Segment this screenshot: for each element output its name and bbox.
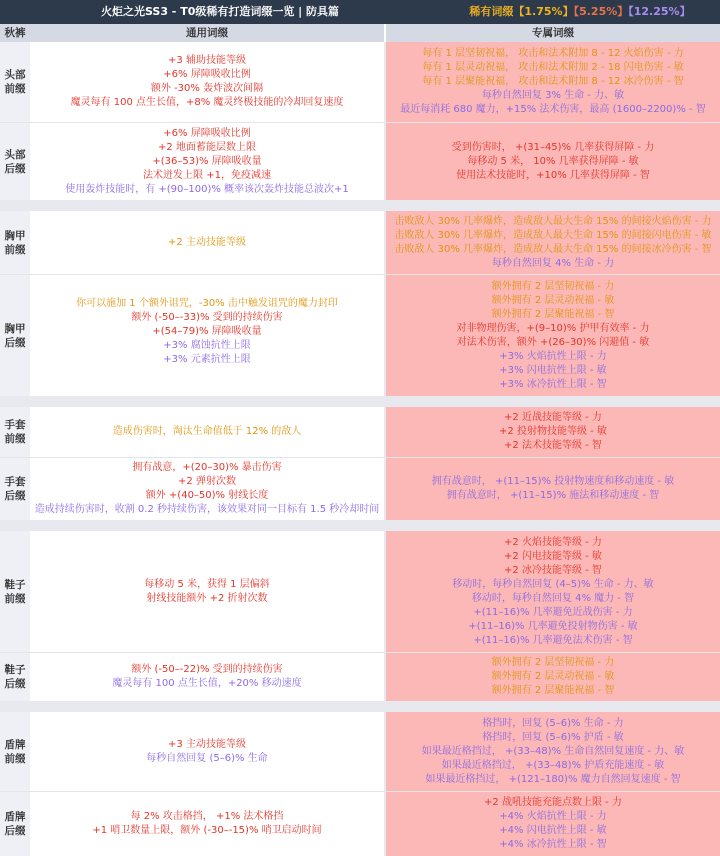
affix-line: 移动时，每秒自然回复 (4–5)% 生命 - 力、敏 <box>452 578 654 590</box>
general-cell-gloves-prefix <box>30 407 384 457</box>
row-label-boots-prefix <box>0 531 30 652</box>
affix-line: +2 冰冷技能等级 - 智 <box>504 564 602 576</box>
row-label-gloves-suffix <box>0 458 30 520</box>
affix-line: +(36–53)% 屏障吸收量 <box>152 155 262 167</box>
exclusive-cell-boots-suffix <box>386 653 720 701</box>
affix-line: +3% 火焰抗性上限 - 力 <box>499 350 607 362</box>
affix-line: 受到伤害时， +(31–45)% 几率获得屏障 - 力 <box>451 141 655 153</box>
row-label-line: 胸甲 <box>4 229 26 242</box>
row-label-line: 前缀 <box>4 752 26 765</box>
affix-line: +2 弹射次数 <box>178 476 236 487</box>
affix-line: 造成伤害时，淘汰生命值低于 12% 的敌人 <box>112 426 302 437</box>
exclusive-cell-boots-prefix <box>386 531 720 652</box>
affix-line: +2 闪电技能等级 - 敏 <box>504 550 602 562</box>
affix-line: +2 主动技能等级 <box>168 236 246 248</box>
affix-line: 拥有战意，+(20–30)% 暴击伤害 <box>132 462 282 473</box>
page-title: 火炬之光SS3 - T0级稀有打造词缀一览 | 防具篇 <box>100 5 340 18</box>
general-cell-shield-suffix <box>30 792 384 856</box>
column-header-exclusive: 专属词缀 <box>386 24 720 42</box>
affix-line: +3% 冰冷抗性上限 - 智 <box>499 378 607 390</box>
affix-line: 每移动 5 米， 10% 几率获得屏障 - 敏 <box>467 155 639 167</box>
affix-line: +2 投射物技能等级 - 敏 <box>499 426 607 437</box>
affix-line: 格挡时，回复 (5–6)% 护盾 - 敏 <box>482 731 624 743</box>
affix-line: +3% 元素抗性上限 <box>163 354 251 365</box>
affix-line: 击败敌人 30% 几率爆炸，造成敌人最大生命 15% 的间接冰冷伤害 - 智 <box>394 243 712 255</box>
affix-line: 每秒自然回复 3% 生命 - 力、敏 <box>481 90 625 101</box>
affix-line: +4% 火焰抗性上限 - 力 <box>499 811 607 822</box>
affix-line: 每有 1 层灵动祝福， 攻击和法术附加 2 - 18 闪电伤害 - 敏 <box>422 62 684 73</box>
row-label-line: 鞋子 <box>4 578 26 591</box>
affix-line: +6% 屏障吸收比例 <box>163 69 251 80</box>
general-cell-shield-prefix <box>30 712 384 791</box>
header-bar <box>0 0 720 24</box>
row-label-line: 盾牌 <box>4 811 26 823</box>
row-label-boots-suffix <box>0 653 30 701</box>
affix-line: 额外拥有 2 层聚能祝福 - 智 <box>491 685 615 696</box>
affix-line: 如果最近格挡过， +(121–180)% 魔力自然回复速度 - 智 <box>425 773 681 785</box>
affix-line: +(54–79)% 屏障吸收量 <box>152 326 262 337</box>
row-label-line: 手套 <box>4 476 26 488</box>
affix-line: +3% 闪电抗性上限 - 敏 <box>499 364 607 376</box>
affix-line: +3 辅助技能等级 <box>168 55 246 66</box>
section-separator <box>0 200 720 211</box>
affix-line: 额外拥有 2 层灵动祝福 - 敏 <box>491 671 615 682</box>
affix-line: +4% 闪电抗性上限 - 敏 <box>499 825 607 836</box>
exclusive-cell-helmet-prefix <box>386 42 720 122</box>
affix-line: 击败敌人 30% 几率爆炸，造成敌人最大生命 15% 的间接火焰伤害 - 力 <box>394 215 712 227</box>
affix-line: 法术迸发上限 +1，免疫减速 <box>143 169 271 181</box>
general-cell-helmet-suffix <box>30 123 384 200</box>
affix-line: +(11–16)% 几率避免近战伤害 - 力 <box>473 606 633 618</box>
affix-line: 额外 (-50–-33)% 受到的持续伤害 <box>131 312 283 323</box>
exclusive-cell-chest-suffix <box>386 275 720 396</box>
row-label-line: 胸甲 <box>4 322 26 335</box>
affix-line: 击败敌人 30% 几率爆炸，造成敌人最大生命 15% 的间接闪电伤害 - 敏 <box>394 229 712 241</box>
affix-line: 每有 1 层坚韧祝福， 攻击和法术附加 8 - 12 火焰伤害 - 力 <box>422 48 684 59</box>
affix-line: 额外拥有 2 层聚能祝福 - 智 <box>491 308 615 320</box>
row-label-shield-suffix <box>0 792 30 856</box>
row-label-line: 后缀 <box>4 336 26 349</box>
affix-line: +(11–16)% 几率避免投射物伤害 - 敏 <box>468 620 638 632</box>
affix-line: 移动时，每秒自然回复 4% 魔力 - 智 <box>471 592 635 604</box>
general-cell-boots-prefix <box>30 531 384 652</box>
row-label-line: 手套 <box>4 419 26 431</box>
affix-line: +2 近战技能等级 - 力 <box>504 412 602 423</box>
affix-line: +6% 屏障吸收比例 <box>163 127 251 139</box>
general-cell-chest-prefix <box>30 211 384 274</box>
row-label-line: 鞋子 <box>4 664 26 676</box>
affix-line: 对非物理伤害，+(9–10)% 护甲有效率 - 力 <box>456 322 650 334</box>
row-label-line: 头部 <box>4 148 26 161</box>
legend-rate-3: 【12.25%】 <box>628 5 691 18</box>
legend-label: 稀有词缀 <box>469 5 514 18</box>
affix-line: 额外拥有 2 层坚韧祝福 - 力 <box>491 657 615 668</box>
affix-line: 射线技能额外 +2 折射次数 <box>146 592 268 604</box>
row-label-chest-prefix <box>0 211 30 274</box>
exclusive-cell-helmet-suffix <box>386 123 720 200</box>
affix-line: 使用轰炸技能时，有 +(90–100)% 概率该次轰炸技能总波次+1 <box>65 183 349 195</box>
affix-line: 使用法术技能时，+10% 几率获得屏障 - 智 <box>456 169 650 181</box>
general-cell-chest-suffix <box>30 275 384 396</box>
section-separator <box>0 520 720 531</box>
affix-line: +4% 冰冷抗性上限 - 智 <box>499 839 607 850</box>
affix-line: 造成持续伤害时，收割 0.2 秒持续伤害，该效果对同一目标有 1.5 秒冷却时间 <box>34 504 380 515</box>
affix-line: 额外拥有 2 层灵动祝福 - 敏 <box>491 294 615 306</box>
row-label-chest-suffix <box>0 275 30 396</box>
row-label-line: 前缀 <box>4 243 26 256</box>
affix-line: 每有 1 层聚能祝福， 攻击和法术附加 8 - 12 冰冷伤害 - 智 <box>422 76 684 87</box>
row-label-line: 前缀 <box>4 592 26 605</box>
rarity-legend <box>440 0 720 24</box>
general-cell-helmet-prefix <box>30 42 384 122</box>
affix-line: 额外拥有 2 层坚韧祝福 - 力 <box>491 280 615 292</box>
column-header-slot: 秋裤 <box>0 24 30 42</box>
affix-line: +3 主动技能等级 <box>168 738 246 750</box>
general-cell-gloves-suffix <box>30 458 384 520</box>
affix-line: 你可以施加 1 个额外诅咒，-30% 击中触发诅咒的魔力封印 <box>76 298 338 309</box>
section-separator <box>0 701 720 712</box>
row-label-line: 后缀 <box>4 162 26 175</box>
affix-line: +1 哨卫数量上限，额外 (-30–-15)% 哨卫启动时间 <box>92 825 322 836</box>
exclusive-cell-gloves-prefix <box>386 407 720 457</box>
affix-line: +(11–16)% 几率避免法术伤害 - 智 <box>473 634 633 646</box>
row-label-line: 盾牌 <box>4 738 26 751</box>
affix-line: 如果最近格挡过， +(33–48)% 护盾充能速度 - 敏 <box>441 759 665 771</box>
section-separator <box>0 396 720 407</box>
row-label-line: 头部 <box>4 69 26 81</box>
affix-line: 每秒自然回复 4% 生命 - 力 <box>491 257 615 269</box>
affix-line: 每移动 5 米，获得 1 层偏斜 <box>144 578 270 590</box>
column-header-general: 通用词缀 <box>30 24 384 42</box>
row-label-helmet-suffix <box>0 123 30 200</box>
affix-line: 拥有战意时， +(11–15)% 施法和移动速度 - 智 <box>446 490 660 501</box>
exclusive-cell-gloves-suffix <box>386 458 720 520</box>
exclusive-cell-shield-prefix <box>386 712 720 791</box>
row-label-gloves-prefix <box>0 407 30 457</box>
affix-line: +2 火焰技能等级 - 力 <box>504 536 602 548</box>
affix-line: 格挡时，回复 (5–6)% 生命 - 力 <box>482 717 624 729</box>
exclusive-cell-chest-prefix <box>386 211 720 274</box>
affix-line: 对法术伤害，额外 +(26–30)% 闪避值 - 敏 <box>456 336 650 348</box>
affix-line: 额外 (-50–-22)% 受到的持续伤害 <box>131 664 283 675</box>
affix-line: 额外 -30% 轰炸波次间隔 <box>150 83 264 94</box>
affix-line: +3% 腐蚀抗性上限 <box>163 340 251 351</box>
general-cell-boots-suffix <box>30 653 384 701</box>
row-label-line: 后缀 <box>4 678 26 690</box>
row-label-line: 后缀 <box>4 825 26 837</box>
row-label-shield-prefix <box>0 712 30 791</box>
affix-line: +2 战吼技能充能点数上限 - 力 <box>484 797 622 808</box>
affix-line: 魔灵每有 100 点生长值，+20% 移动速度 <box>112 678 302 689</box>
row-label-helmet-prefix <box>0 42 30 122</box>
affix-line: 拥有战意时， +(11–15)% 投射物速度和移动速度 - 敏 <box>431 476 675 487</box>
row-label-line: 后缀 <box>4 490 26 502</box>
affix-line: 魔灵每有 100 点生长值，+8% 魔灵终极技能的冷却回复速度 <box>70 97 344 108</box>
legend-rate-1: 【1.75%】 <box>513 5 574 18</box>
affix-line: +2 地面蓄能层数上限 <box>158 141 256 153</box>
affix-line: 额外 +(40–50)% 射线长度 <box>145 490 269 501</box>
row-label-line: 前缀 <box>4 433 26 445</box>
legend-rate-2: 【5.25%】 <box>573 5 629 18</box>
affix-line: +2 法术技能等级 - 智 <box>504 440 602 451</box>
affix-line: 每秒自然回复 (5–6)% 生命 <box>146 752 268 764</box>
affix-line: 最近每消耗 680 魔力，+15% 法术伤害，最高 (1600–2200)% - 智 <box>400 104 706 115</box>
column-divider <box>384 42 386 856</box>
affix-line: 每 2% 攻击格挡， +1% 法术格挡 <box>130 811 284 822</box>
exclusive-cell-shield-suffix <box>386 792 720 856</box>
row-label-line: 前缀 <box>4 83 26 95</box>
affix-line: 如果最近格挡过， +(33–48)% 生命自然回复速度 - 力、敏 <box>421 745 685 757</box>
